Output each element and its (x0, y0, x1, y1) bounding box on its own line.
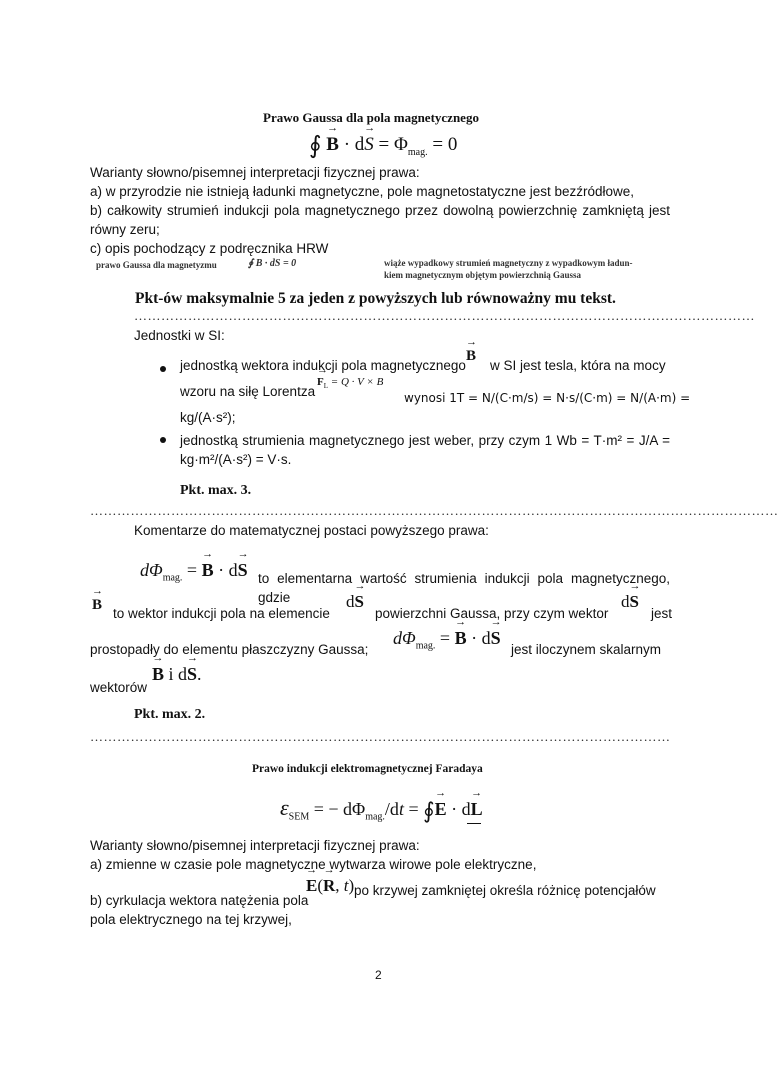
vector-dS-2: d→ S (621, 592, 639, 612)
hrw-formula: ∮ B · dS = 0 (248, 258, 297, 269)
comments-heading: Komentarze do matematycznej postaci powyższego prawa: (134, 523, 489, 538)
dphi-formula-2: $d\Phi_{mag.}$ = → B · d→ S (393, 628, 501, 652)
vector-B-2: → B (92, 597, 102, 614)
variant-b-line1: b) całkowity strumień indukcji pola magnetycznego przez dowolną powierzchnię zamkniętą jest (90, 203, 670, 218)
points-max-5: Pkt-ów maksymalnie 5 za jeden z powyższych lub równoważny mu tekst. (135, 290, 616, 307)
points-max-2: Pkt. max. 2. (134, 707, 206, 722)
faraday-variant-b-part1: b) cyrkulacja wektora natężenia pola (90, 893, 309, 908)
gauss-formula: ∮ → $B \cdot d\to S = \Phi_{mag.} = 0$ (309, 131, 457, 160)
interpretation-intro: Warianty słowno/pisemnej interpretacji fizycznej prawa: (90, 165, 420, 180)
variant-b-line2: równy zeru; (90, 222, 160, 237)
comment-text-3b: jest iloczynem skalarnym (511, 642, 662, 657)
hrw-right-line2: kiem magnetycznym objętym powierzchnią Gaussa (384, 270, 581, 280)
bullet-dot-1 (160, 366, 166, 372)
hrw-left-text: prawo Gaussa dla magnetyzmu (96, 260, 217, 270)
hrw-right-line1: wiąże wypadkowy strumień magnetyczny z wypadkowym ładun- (384, 258, 633, 268)
vectors-B-and-dS: → B i d→ S. (152, 664, 202, 685)
vector-dS-1: d→ S (346, 592, 364, 612)
dotted-separator-2: ……………………………………………………………………………………………………………………………………… (90, 503, 779, 518)
bullet1-end: kg/(A·s²); (180, 410, 236, 425)
units-heading: Jednostki w SI: (134, 328, 225, 343)
faraday-variant-a: a) zmienne w czasie pole magnetyczne wytwarza wirowe pole elektryczne, (90, 857, 537, 872)
dotted-separator: ………………………………………………………………………………………………………………………… (134, 308, 755, 323)
bullet-dot-2 (160, 437, 166, 443)
field-E-R-t: → E(→ R, t) (306, 876, 354, 896)
lorentz-formula: → $F_L = Q \cdot V \times B$ (317, 376, 383, 390)
dphi-formula-1: $d\Phi_{mag.}$ = → B · d→ S (140, 560, 248, 584)
section-title-gauss: Prawo Gaussa dla pola magnetycznego (263, 110, 479, 125)
comment-text-1: to elementarna wartość strumienia indukcji pola magnetycznego, gdzie (258, 571, 670, 605)
bullet1-text-part1: jednostką wektora indukcji pola magnetycznego (180, 358, 466, 373)
faraday-formula: $\varepsilon_{SEM}$ = − $d\Phi_{mag.}/dt$ = ∮→ E · d→ L (280, 795, 483, 824)
section-title-faraday: Prawo indukcji elektromagnetycznej Faradaya (252, 763, 483, 775)
faraday-variant-b-part2: po krzywej zamkniętej określa różnicę potencjałów (354, 883, 656, 898)
faraday-intro: Warianty słowno/pisemnej interpretacji fizycznej prawa: (90, 838, 420, 853)
points-max-3: Pkt. max. 3. (180, 483, 252, 498)
faraday-underline-mark (467, 823, 481, 824)
bullet2-line1: jednostką strumienia magnetycznego jest weber, przy czym 1 Wb = T·m² = J/A = (180, 433, 670, 448)
variant-c: c) opis pochodzący z podręcznika HRW (90, 241, 329, 256)
comment-text-2b: powierzchni Gaussa, przy czym wektor (375, 606, 609, 621)
comment-text-2c: jest (651, 606, 673, 621)
dotted-separator-3: ………………………………………………………………………………………………………………… (90, 729, 671, 744)
tesla-definition: wynosi 1T = N/(C·m/s) = N·s/(C·m) = N/(A·m) = (404, 391, 691, 405)
page-number: 2 (375, 968, 382, 982)
bullet1-text-part2: w SI jest tesla, która na mocy (490, 358, 666, 373)
vector-B-symbol: → B (466, 348, 476, 365)
bullet2-line2: kg·m²/(A·s²) = V·s. (180, 452, 292, 467)
comment-text-2a: to wektor indukcji pola na elemencie (113, 606, 330, 621)
variant-a: a) w przyrodzie nie istnieją ładunki magnetyczne, pole magnetostatyczne jest bezźródłowe, (90, 184, 635, 199)
comment-text-4a: wektorów (90, 680, 148, 695)
comment-text-3a: prostopadły do elementu płaszczyzny Gaussa; (90, 642, 369, 657)
bullet1-lorentz-label: wzoru na siłę Lorentza (180, 384, 316, 399)
faraday-variant-b-line2: pola elektrycznego na tej krzywej, (90, 912, 292, 927)
